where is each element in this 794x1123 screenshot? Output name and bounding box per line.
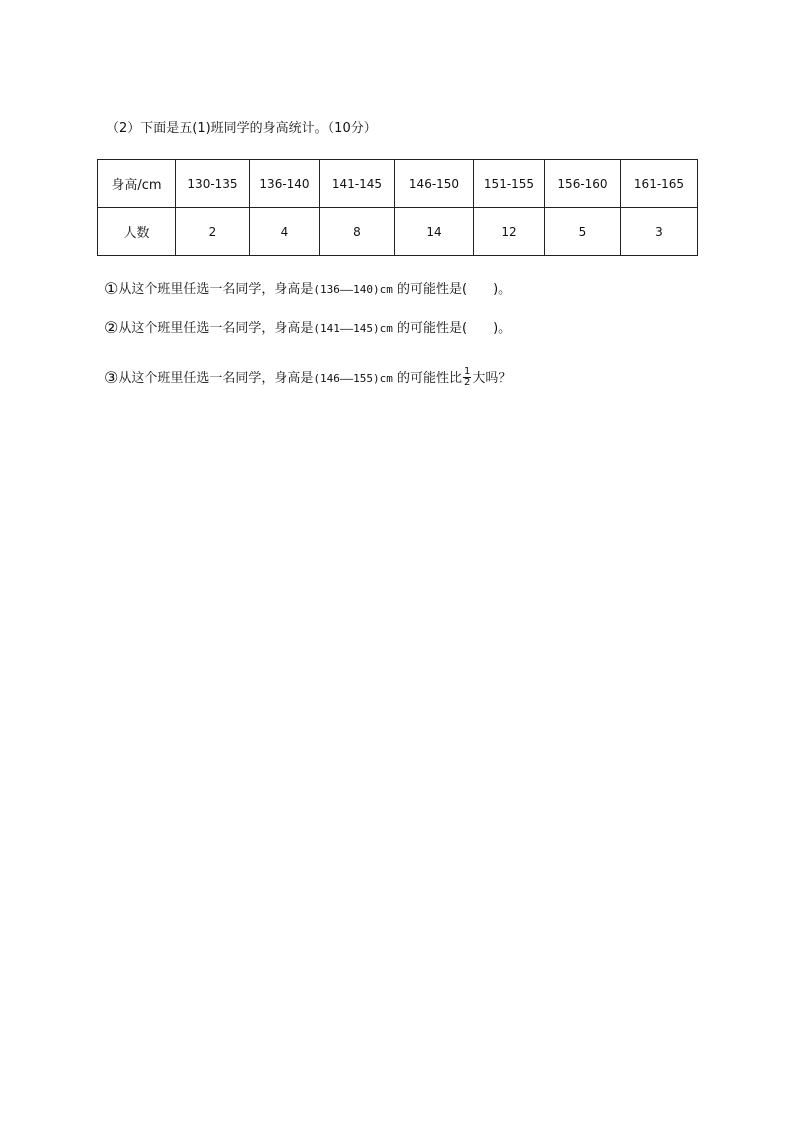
question-3 [104,368,511,389]
question-text: 从这个班里任选一名同学，身高是 [118,282,314,297]
table-row-count [98,208,698,256]
table-cell-count: 4 [250,208,320,256]
question-text: 的可能性是( [392,282,468,297]
fraction-numerator: 1 [463,366,471,377]
table-cell-count: 5 [545,208,621,256]
table-cell-range: 151-155 [474,160,545,208]
table-cell-range: 130-135 [176,160,250,208]
question-marker: ① [104,279,119,298]
height-range: (136——140)cm [313,283,393,296]
row-header-count: 人数 [98,208,176,256]
table-cell-count: 2 [176,208,250,256]
table-cell-range: 156-160 [545,160,621,208]
question-text: 从这个班里任选一名同学，身高是 [118,321,314,336]
question-text: 从这个班里任选一名同学，身高是 [118,371,314,386]
question-text: 大吗？ [472,371,512,386]
height-range: (141——145)cm [313,322,393,335]
table-cell-range: 161-165 [621,160,698,208]
height-statistics-table [97,159,698,256]
table-cell-range: 141-145 [320,160,395,208]
question-marker: ② [104,318,119,337]
row-header-height: 身高/cm [98,160,176,208]
table-cell-count: 3 [621,208,698,256]
table-cell-count: 12 [474,208,545,256]
question-marker: ③ [104,368,119,387]
fraction-denominator: 2 [463,377,471,388]
table-cell-range: 136-140 [250,160,320,208]
question-text: 的可能性是( [392,321,468,336]
fraction-one-half [463,367,471,388]
question-1 [104,279,511,300]
question-text: )。 [493,282,512,297]
table-row-height [98,160,698,208]
question-2 [104,318,511,339]
table-cell-range: 146-150 [395,160,474,208]
section-heading: （2）下面是五(1)班同学的身高统计。（10分） [106,121,377,136]
question-text: )。 [493,321,512,336]
table-cell-count: 14 [395,208,474,256]
question-text: 的可能性比 [392,371,462,386]
height-range: (146——155)cm [313,372,393,385]
table-cell-count: 8 [320,208,395,256]
